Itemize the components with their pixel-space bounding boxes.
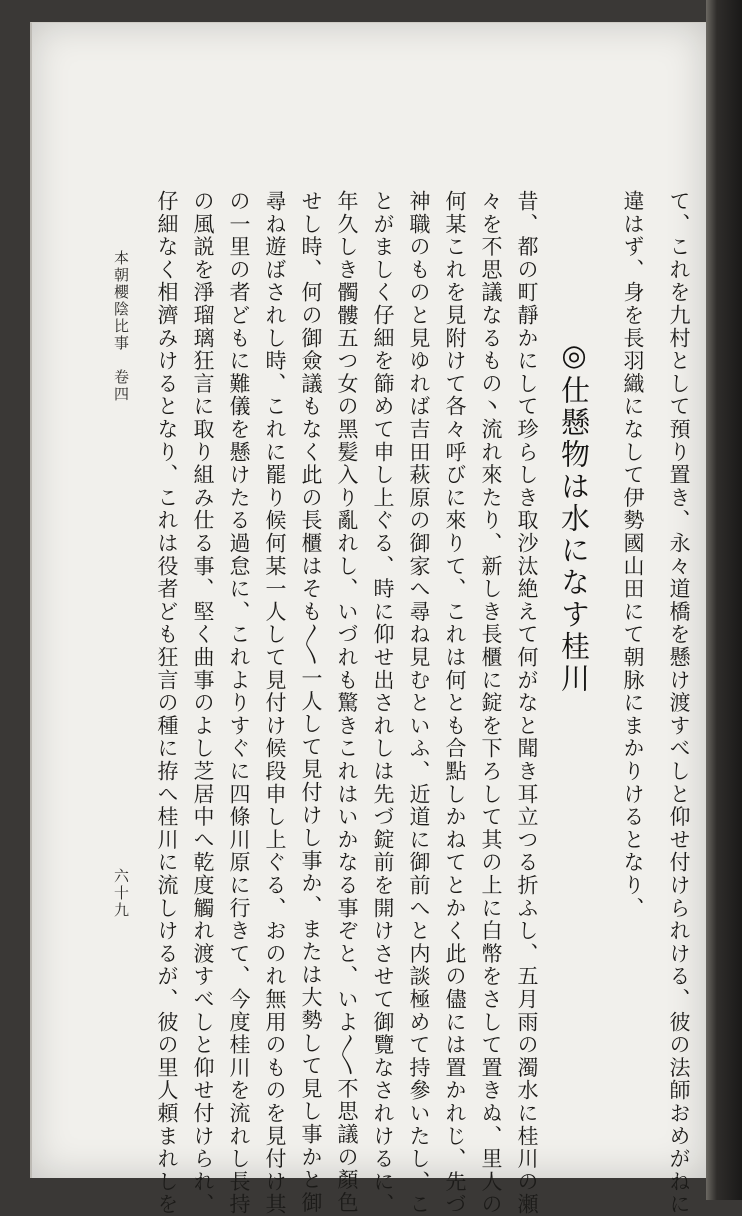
text-column: 々を不思議なるもの丶流れ來たり、新しき長櫃に錠を下ろして其の上に白幣をさして置きぬ、里人の	[479, 190, 503, 1216]
text-column: 何某これを見附けて各々呼びに來りて、これは何とも合點しかねてとかく此の儘には置かれじ、先づ	[443, 190, 467, 1216]
text-column: て、これを九村として預り置き、永々道橋を懸け渡すべしと仰せ付けられける、彼の法師おめがねに	[667, 190, 691, 1216]
section-heading: ◎仕懸物は水になす桂川	[557, 338, 591, 695]
text-column: の一里の者どもに難儀を懸けたる過怠に、これよりすぐに四條川原に行きて、今度桂川を流れし長持	[227, 190, 251, 1216]
text-column: の風説を淨瑠璃狂言に取り組み仕る事、堅く曲事のよし芝居中へ乾度觸れ渡すべしと仰せ付けられ、	[191, 190, 215, 1216]
running-title: 本朝櫻陰比事 卷四	[112, 250, 130, 403]
text-column: 仔細なく相濟みけるとなり、これは役者ども狂言の種に拵へ桂川に流しけるが、彼の里人頼まれしを	[155, 190, 179, 1216]
text-column: 尋ね遊ばされし時、これに罷り候何某一人して見付け候段申し上ぐる、おのれ無用のものを見付け其	[263, 190, 287, 1216]
text-column: 昔、都の町靜かにして珍らしき取沙汰絶えて何がなと聞き耳立つる折ふし、五月雨の濁水に桂川の瀬	[515, 190, 539, 1216]
text-column: 違はず、身を長羽織になして伊勢國山田にて朝脉にまかりけるとなり、	[621, 190, 645, 920]
text-column: 年久しき髑髏五つ女の黑髪入り亂れし、いづれも驚きこれはいかなる事ぞと、いよ〳〵不思議の顏色	[335, 190, 359, 1215]
text-column: とがましく仔細を篩めて申し上ぐる、時に仰せ出されしは先づ錠前を開けさせて御覽なされけるに、	[371, 190, 395, 1216]
page-number: 六十九	[112, 868, 130, 919]
text-column: せし時、何の御僉議もなく此の長櫃はそも〳〵一人して見付けし事か、または大勢して見し事かと御	[299, 190, 323, 1215]
book-spine	[706, 0, 742, 1200]
text-column: 神職のものと見ゆれば吉田萩原の御家へ尋ね見むといふ、近道に御前へと内談極めて持參いたし、こ	[407, 190, 431, 1216]
